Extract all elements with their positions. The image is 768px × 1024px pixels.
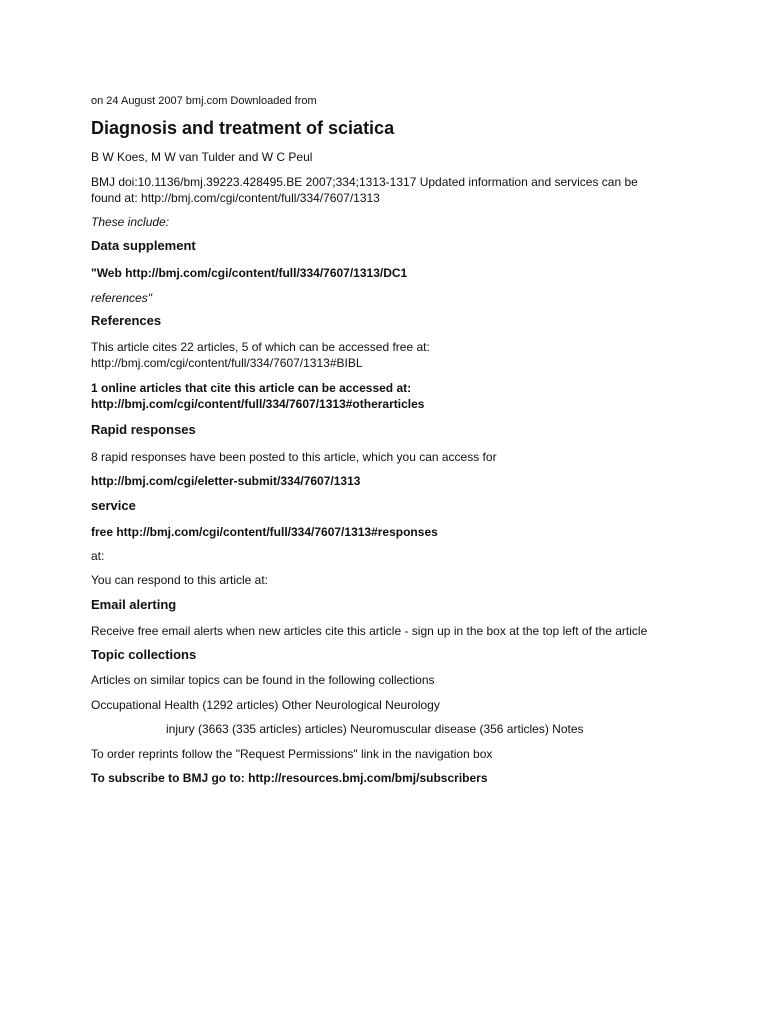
- email-alerting-text: Receive free email alerts when new articles cite this article - sign up in the box at the top left of the article: [91, 624, 648, 638]
- citing-articles-link[interactable]: http://bmj.com/cgi/content/full/334/7607/1313#otherarticles: [91, 397, 425, 411]
- rapid-responses-text: 8 rapid responses have been posted to this article, which you can access for: [91, 450, 497, 464]
- article-title: Diagnosis and treatment of sciatica: [91, 118, 395, 138]
- topic-collections-line-1[interactable]: Occupational Health (1292 articles) Other Neurological Neurology: [91, 698, 440, 712]
- at-label: at:: [91, 549, 105, 563]
- citation-line-1: BMJ doi:10.1136/bmj.39223.428495.BE 2007;334;1313-1317 Updated information and services can be: [91, 175, 638, 189]
- references-link[interactable]: http://bmj.com/cgi/content/full/334/7607/1313#BIBL: [91, 356, 363, 370]
- topic-collections-heading: Topic collections: [91, 647, 197, 662]
- subscribe-text[interactable]: To subscribe to BMJ go to: http://resources.bmj.com/bmj/subscribers: [91, 771, 488, 785]
- data-supplement-link[interactable]: "Web http://bmj.com/cgi/content/full/334/7607/1313/DC1: [91, 266, 408, 280]
- respond-text: You can respond to this article at:: [91, 573, 268, 587]
- service-heading: service: [91, 498, 136, 513]
- download-note: on 24 August 2007 bmj.com Downloaded from: [91, 95, 317, 107]
- email-alerting-heading: Email alerting: [91, 597, 177, 612]
- citing-articles-text: 1 online articles that cite this article can be accessed at:: [91, 381, 412, 395]
- rapid-responses-heading: Rapid responses: [91, 422, 196, 437]
- references-heading: References: [91, 313, 162, 328]
- topic-collections-intro: Articles on similar topics can be found in the following collections: [91, 673, 435, 687]
- data-supplement-heading: Data supplement: [91, 238, 196, 253]
- these-include: These include:: [91, 215, 170, 229]
- references-text: This article cites 22 articles, 5 of which can be accessed free at:: [91, 340, 430, 354]
- topic-collections-line-2[interactable]: injury (3663 (335 articles) articles) Neuromuscular disease (356 articles) Notes: [166, 722, 584, 736]
- data-supplement-note: references": [91, 291, 152, 305]
- responses-link[interactable]: free http://bmj.com/cgi/content/full/334/7607/1313#responses: [91, 525, 438, 539]
- citation-line-2[interactable]: found at: http://bmj.com/cgi/content/full/334/7607/1313: [91, 191, 380, 205]
- eletter-submit-link[interactable]: http://bmj.com/cgi/eletter-submit/334/7607/1313: [91, 474, 361, 488]
- reprints-text: To order reprints follow the "Request Permissions" link in the navigation box: [91, 747, 493, 761]
- authors: B W Koes, M W van Tulder and W C Peul: [91, 150, 313, 164]
